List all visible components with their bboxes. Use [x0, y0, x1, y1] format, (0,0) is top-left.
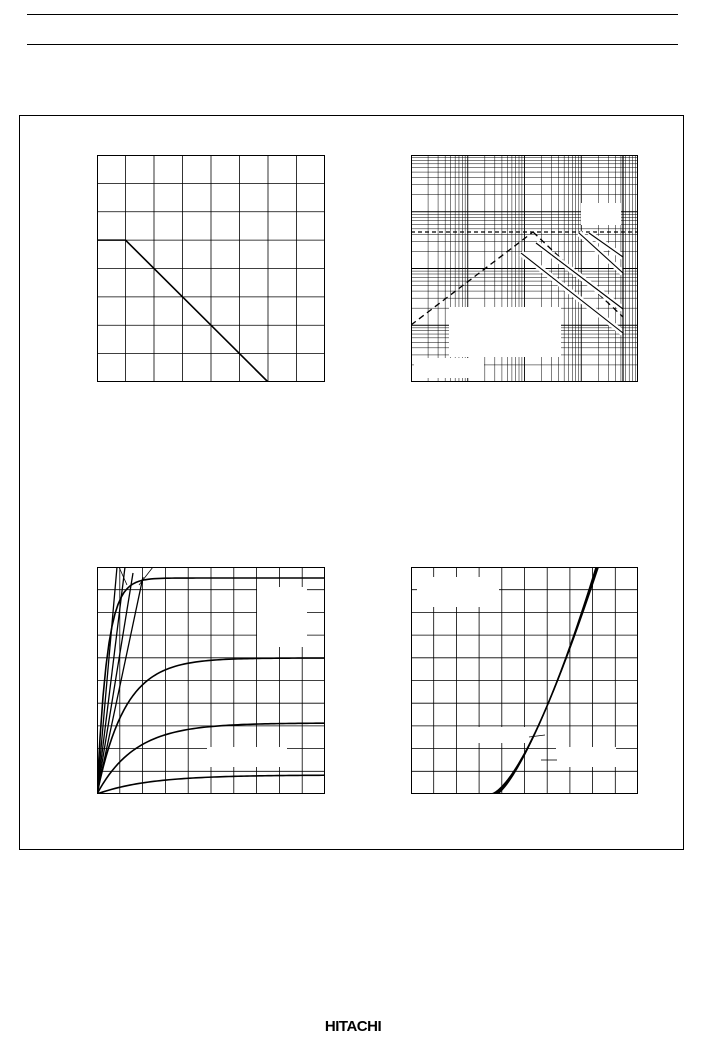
header-rule-bottom — [27, 44, 678, 45]
header-rule-top — [27, 14, 678, 15]
chart-output-characteristics — [97, 567, 325, 794]
chart-power-derating — [97, 155, 325, 382]
label-box-mid-right — [556, 747, 616, 767]
chart-power-derating-svg — [97, 155, 325, 382]
leader-line — [139, 567, 153, 585]
label-box-top-left — [417, 577, 499, 607]
ohmic-line — [97, 573, 133, 794]
label-box-center — [449, 307, 561, 357]
chart-output-characteristics-svg — [97, 567, 325, 794]
label-box-right-bottom — [207, 747, 287, 767]
chart-transfer-characteristics — [411, 567, 638, 794]
label-box-bottom-left — [414, 358, 484, 378]
hitachi-logo: HITACHI — [324, 1018, 382, 1035]
label-box-right-top — [257, 587, 307, 647]
chart-safe-operating-area — [411, 155, 638, 382]
chart-transfer-characteristics-svg — [411, 567, 638, 794]
label-box-top-right — [581, 203, 621, 225]
chart-safe-operating-area-svg — [411, 155, 638, 382]
